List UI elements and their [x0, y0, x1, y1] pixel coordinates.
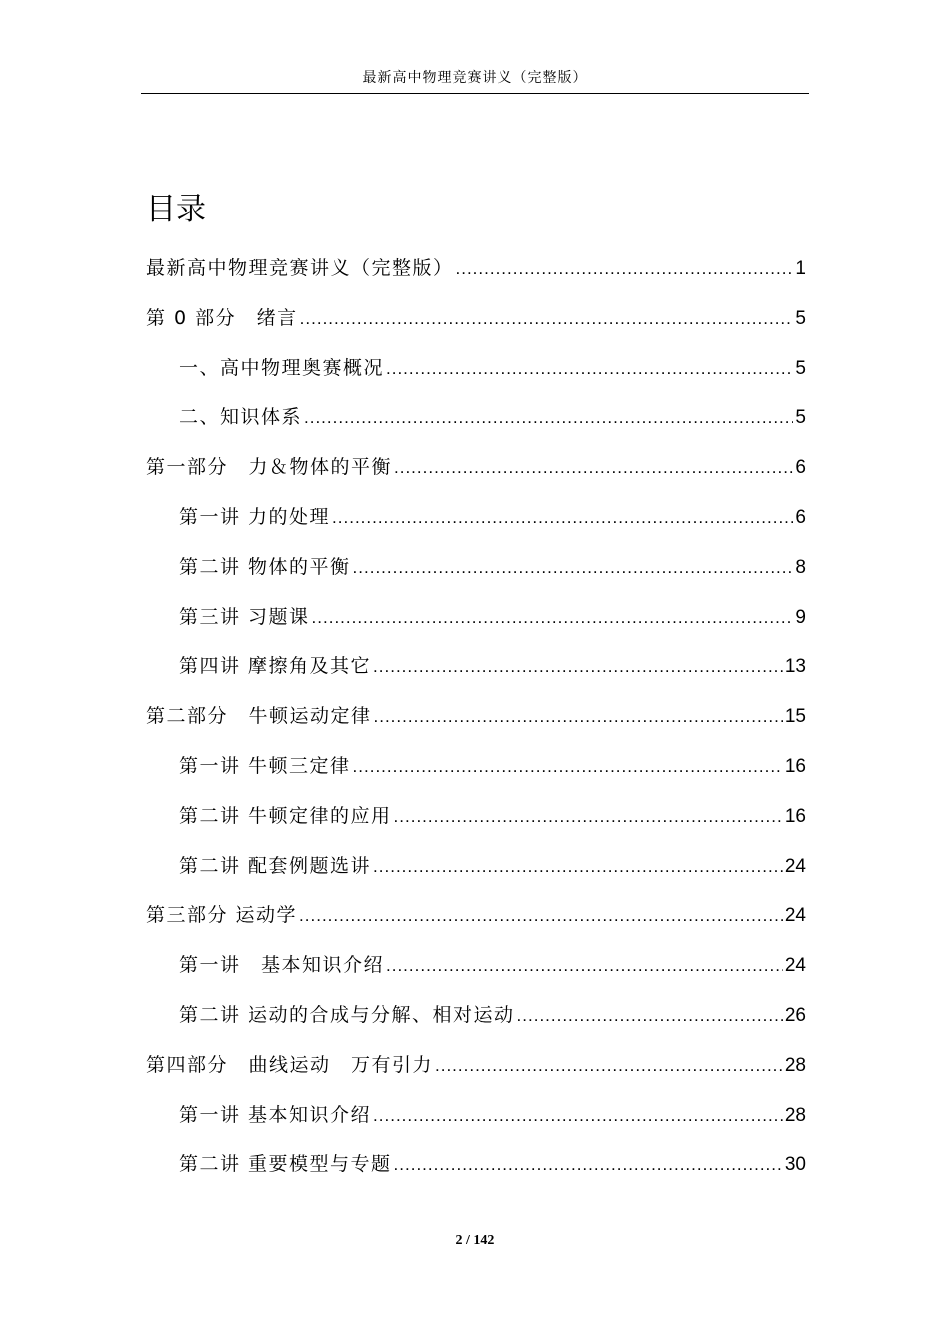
toc-entry-label: 第一讲 力的处理 — [179, 505, 331, 528]
toc-entry-label: 第三讲 习题课 — [179, 605, 310, 628]
toc-entry[interactable] — [146, 696, 806, 746]
table-of-contents — [146, 248, 806, 1194]
toc-entry[interactable] — [146, 895, 806, 945]
toc-entry-label: 第一部分 力＆物体的平衡 — [146, 456, 393, 479]
toc-dot-leader — [373, 847, 783, 887]
toc-dot-leader — [435, 1046, 783, 1086]
toc-entry[interactable] — [146, 348, 806, 398]
toc-entry-page: 24 — [784, 905, 806, 927]
toc-dot-leader — [456, 249, 794, 289]
toc-dot-leader — [373, 1096, 783, 1136]
toc-entry[interactable] — [146, 298, 806, 348]
toc-entry[interactable] — [146, 1095, 806, 1145]
toc-entry[interactable] — [146, 248, 806, 298]
toc-dot-leader — [394, 1145, 783, 1185]
toc-dot-leader — [300, 299, 794, 339]
toc-entry-page: 5 — [795, 307, 806, 329]
toc-entry[interactable] — [146, 1144, 806, 1194]
toc-entry-page: 24 — [784, 855, 806, 877]
toc-entry-page: 5 — [795, 357, 806, 379]
page-number: 2 / 142 — [455, 1233, 495, 1248]
toc-entry[interactable] — [146, 796, 806, 846]
toc-entry-label: 第二讲 运动的合成与分解、相对运动 — [179, 1003, 515, 1026]
toc-entry-page: 6 — [795, 457, 806, 479]
toc-entry[interactable] — [146, 597, 806, 647]
toc-entry-page: 1 — [795, 258, 806, 279]
toc-title: 目录 — [146, 192, 206, 227]
toc-dot-leader — [353, 747, 783, 787]
toc-entry-label: 第四部分 曲线运动 万有引力 — [146, 1053, 434, 1076]
toc-entry-label: 第二讲 重要模型与专题 — [179, 1153, 392, 1176]
toc-entry-page: 9 — [795, 606, 806, 628]
toc-entry-label: 第一讲 基本知识介绍 — [179, 1103, 372, 1126]
toc-dot-leader — [373, 647, 783, 687]
toc-entry-page: 15 — [784, 706, 806, 728]
toc-entry-label: 第一讲 牛顿三定律 — [179, 754, 351, 777]
toc-entry-label: 第二讲 牛顿定律的应用 — [179, 804, 392, 827]
toc-entry-page: 28 — [784, 1104, 806, 1126]
toc-entry-label: 第四讲 摩擦角及其它 — [179, 655, 372, 678]
toc-entry-page: 8 — [795, 556, 806, 578]
toc-entry-label: 第二讲 物体的平衡 — [179, 555, 351, 578]
toc-entry[interactable] — [146, 646, 806, 696]
toc-entry[interactable] — [146, 746, 806, 796]
toc-entry[interactable] — [146, 846, 806, 896]
toc-entry-label: 最新高中物理竞赛讲义（完整版） — [146, 257, 454, 279]
toc-entry-label: 一、高中物理奥赛概况 — [179, 356, 385, 379]
toc-dot-leader — [394, 448, 793, 488]
toc-entry-page: 5 — [795, 407, 806, 429]
toc-entry-page: 16 — [784, 755, 806, 777]
toc-entry-label: 第二部分 牛顿运动定律 — [146, 705, 372, 728]
toc-entry-label: 第 0 部分 绪言 — [146, 306, 298, 329]
toc-entry[interactable] — [146, 497, 806, 547]
toc-dot-leader — [353, 548, 794, 588]
toc-dot-leader — [332, 498, 793, 538]
toc-dot-leader — [312, 598, 794, 638]
toc-entry[interactable] — [146, 447, 806, 497]
toc-entry[interactable] — [146, 397, 806, 447]
toc-entry-page: 26 — [784, 1004, 806, 1026]
toc-dot-leader — [299, 896, 783, 936]
toc-dot-leader — [386, 349, 793, 389]
toc-dot-leader — [304, 398, 793, 438]
toc-entry-page: 6 — [795, 506, 806, 528]
toc-entry[interactable] — [146, 945, 806, 995]
toc-entry[interactable] — [146, 995, 806, 1045]
toc-dot-leader — [517, 996, 783, 1036]
toc-entry-label: 第三部分 运动学 — [146, 904, 298, 927]
toc-entry-label: 二、知识体系 — [179, 406, 303, 429]
running-header: 最新高中物理竞赛讲义（完整版） — [141, 68, 809, 94]
toc-dot-leader — [386, 946, 783, 986]
toc-entry-page: 13 — [784, 656, 806, 678]
toc-entry-page: 16 — [784, 805, 806, 827]
toc-entry-label: 第二讲 配套例题选讲 — [179, 854, 372, 877]
toc-entry[interactable] — [146, 1045, 806, 1095]
toc-entry[interactable] — [146, 547, 806, 597]
toc-entry-page: 30 — [784, 1154, 806, 1176]
toc-entry-page: 24 — [784, 955, 806, 977]
toc-dot-leader — [374, 697, 783, 737]
toc-entry-page: 28 — [784, 1054, 806, 1076]
toc-dot-leader — [394, 797, 783, 837]
toc-entry-label: 第一讲 基本知识介绍 — [179, 954, 385, 977]
